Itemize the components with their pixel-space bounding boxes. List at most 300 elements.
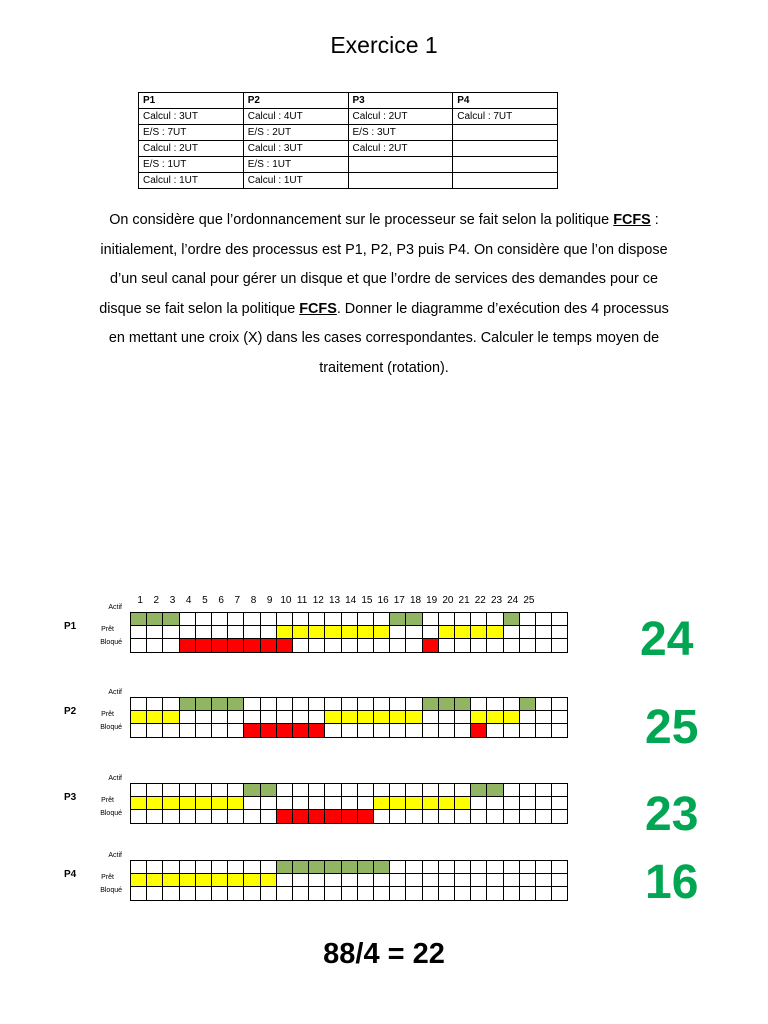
schedule-cell-pret[interactable] [535, 625, 552, 639]
schedule-cell-actif[interactable] [535, 612, 552, 626]
schedule-cell-pret[interactable] [162, 796, 179, 810]
schedule-cell-pret[interactable] [341, 710, 358, 724]
schedule-cell-bloque[interactable] [454, 809, 471, 823]
schedule-cell-actif[interactable] [470, 697, 487, 711]
schedule-cell-pret[interactable] [373, 710, 390, 724]
schedule-cell-bloque[interactable] [195, 638, 212, 652]
schedule-cell-actif[interactable] [405, 697, 422, 711]
schedule-cell-actif[interactable] [422, 697, 439, 711]
schedule-cell-pret[interactable] [211, 625, 228, 639]
schedule-cell-actif[interactable] [179, 612, 196, 626]
schedule-cell-actif[interactable] [179, 783, 196, 797]
schedule-cell-bloque[interactable] [260, 723, 277, 737]
schedule-cell-pret[interactable] [389, 796, 406, 810]
schedule-cell-actif[interactable] [308, 860, 325, 874]
schedule-cell-bloque[interactable] [503, 723, 520, 737]
schedule-cell-actif[interactable] [503, 783, 520, 797]
schedule-cell-bloque[interactable] [211, 886, 228, 900]
schedule-cell-actif[interactable] [405, 783, 422, 797]
schedule-cell-bloque[interactable] [486, 723, 503, 737]
schedule-cell-pret[interactable] [162, 873, 179, 887]
schedule-cell-bloque[interactable] [405, 809, 422, 823]
schedule-cell-pret[interactable] [324, 796, 341, 810]
schedule-cell-actif[interactable] [260, 697, 277, 711]
schedule-cell-actif[interactable] [227, 697, 244, 711]
schedule-cell-actif[interactable] [211, 697, 228, 711]
schedule-cell-actif[interactable] [243, 783, 260, 797]
schedule-cell-pret[interactable] [179, 796, 196, 810]
schedule-cell-actif[interactable] [211, 783, 228, 797]
schedule-cell-pret[interactable] [227, 625, 244, 639]
schedule-cell-actif[interactable] [341, 783, 358, 797]
schedule-cell-actif[interactable] [438, 783, 455, 797]
schedule-cell-pret[interactable] [227, 873, 244, 887]
schedule-cell-pret[interactable] [292, 873, 309, 887]
schedule-cell-actif[interactable] [276, 697, 293, 711]
schedule-cell-bloque[interactable] [308, 886, 325, 900]
schedule-cell-pret[interactable] [551, 625, 568, 639]
schedule-cell-bloque[interactable] [276, 723, 293, 737]
schedule-cell-actif[interactable] [162, 783, 179, 797]
schedule-cell-pret[interactable] [130, 710, 147, 724]
schedule-cell-pret[interactable] [405, 873, 422, 887]
schedule-cell-actif[interactable] [146, 612, 163, 626]
schedule-cell-pret[interactable] [389, 873, 406, 887]
schedule-cell-bloque[interactable] [146, 723, 163, 737]
schedule-cell-pret[interactable] [146, 873, 163, 887]
schedule-cell-bloque[interactable] [405, 886, 422, 900]
schedule-cell-bloque[interactable] [162, 638, 179, 652]
schedule-cell-bloque[interactable] [227, 638, 244, 652]
schedule-cell-bloque[interactable] [179, 638, 196, 652]
schedule-cell-bloque[interactable] [324, 723, 341, 737]
schedule-cell-actif[interactable] [535, 860, 552, 874]
schedule-cell-actif[interactable] [551, 612, 568, 626]
schedule-cell-actif[interactable] [389, 612, 406, 626]
schedule-cell-pret[interactable] [195, 710, 212, 724]
schedule-cell-bloque[interactable] [535, 723, 552, 737]
schedule-cell-bloque[interactable] [389, 886, 406, 900]
schedule-cell-actif[interactable] [243, 860, 260, 874]
schedule-cell-bloque[interactable] [357, 638, 374, 652]
schedule-cell-pret[interactable] [324, 710, 341, 724]
schedule-cell-bloque[interactable] [389, 809, 406, 823]
schedule-cell-bloque[interactable] [470, 886, 487, 900]
schedule-cell-pret[interactable] [486, 796, 503, 810]
schedule-cell-bloque[interactable] [405, 723, 422, 737]
schedule-cell-actif[interactable] [503, 697, 520, 711]
schedule-cell-bloque[interactable] [308, 638, 325, 652]
schedule-cell-actif[interactable] [260, 612, 277, 626]
schedule-cell-bloque[interactable] [470, 638, 487, 652]
schedule-cell-bloque[interactable] [470, 723, 487, 737]
schedule-cell-pret[interactable] [470, 710, 487, 724]
schedule-cell-pret[interactable] [195, 873, 212, 887]
schedule-cell-pret[interactable] [162, 710, 179, 724]
schedule-cell-actif[interactable] [470, 783, 487, 797]
schedule-cell-actif[interactable] [308, 783, 325, 797]
schedule-cell-pret[interactable] [438, 796, 455, 810]
schedule-cell-actif[interactable] [292, 612, 309, 626]
schedule-cell-actif[interactable] [211, 612, 228, 626]
schedule-cell-actif[interactable] [519, 783, 536, 797]
schedule-cell-bloque[interactable] [146, 886, 163, 900]
schedule-cell-pret[interactable] [179, 710, 196, 724]
schedule-cell-bloque[interactable] [373, 809, 390, 823]
schedule-cell-pret[interactable] [130, 796, 147, 810]
schedule-cell-bloque[interactable] [454, 886, 471, 900]
schedule-cell-pret[interactable] [308, 796, 325, 810]
schedule-cell-actif[interactable] [179, 860, 196, 874]
schedule-cell-bloque[interactable] [195, 809, 212, 823]
schedule-cell-pret[interactable] [179, 625, 196, 639]
schedule-cell-pret[interactable] [292, 625, 309, 639]
schedule-cell-actif[interactable] [146, 783, 163, 797]
schedule-cell-bloque[interactable] [357, 886, 374, 900]
schedule-cell-actif[interactable] [195, 697, 212, 711]
schedule-cell-bloque[interactable] [130, 886, 147, 900]
schedule-cell-bloque[interactable] [324, 809, 341, 823]
schedule-cell-bloque[interactable] [130, 638, 147, 652]
schedule-cell-pret[interactable] [227, 796, 244, 810]
schedule-cell-bloque[interactable] [519, 723, 536, 737]
schedule-cell-actif[interactable] [519, 697, 536, 711]
schedule-cell-bloque[interactable] [243, 638, 260, 652]
schedule-cell-pret[interactable] [276, 625, 293, 639]
schedule-cell-bloque[interactable] [470, 809, 487, 823]
schedule-cell-actif[interactable] [422, 612, 439, 626]
schedule-cell-actif[interactable] [162, 612, 179, 626]
schedule-cell-pret[interactable] [341, 873, 358, 887]
schedule-cell-pret[interactable] [503, 873, 520, 887]
schedule-cell-bloque[interactable] [373, 638, 390, 652]
schedule-cell-pret[interactable] [357, 625, 374, 639]
schedule-cell-bloque[interactable] [551, 723, 568, 737]
schedule-cell-actif[interactable] [486, 783, 503, 797]
schedule-cell-actif[interactable] [503, 612, 520, 626]
schedule-cell-pret[interactable] [551, 873, 568, 887]
schedule-cell-actif[interactable] [454, 697, 471, 711]
schedule-cell-pret[interactable] [422, 710, 439, 724]
schedule-cell-actif[interactable] [227, 612, 244, 626]
schedule-cell-actif[interactable] [389, 697, 406, 711]
schedule-cell-pret[interactable] [260, 796, 277, 810]
schedule-cell-bloque[interactable] [243, 809, 260, 823]
schedule-cell-pret[interactable] [211, 796, 228, 810]
schedule-cell-bloque[interactable] [373, 723, 390, 737]
schedule-cell-bloque[interactable] [276, 809, 293, 823]
schedule-cell-bloque[interactable] [292, 809, 309, 823]
schedule-cell-bloque[interactable] [373, 886, 390, 900]
schedule-cell-actif[interactable] [260, 860, 277, 874]
schedule-cell-bloque[interactable] [551, 638, 568, 652]
schedule-cell-bloque[interactable] [243, 886, 260, 900]
schedule-cell-bloque[interactable] [454, 723, 471, 737]
schedule-cell-pret[interactable] [211, 873, 228, 887]
schedule-cell-actif[interactable] [276, 612, 293, 626]
schedule-cell-pret[interactable] [454, 625, 471, 639]
schedule-cell-actif[interactable] [292, 697, 309, 711]
schedule-cell-bloque[interactable] [260, 638, 277, 652]
schedule-cell-pret[interactable] [243, 625, 260, 639]
schedule-cell-pret[interactable] [535, 796, 552, 810]
schedule-cell-actif[interactable] [357, 697, 374, 711]
schedule-cell-bloque[interactable] [486, 809, 503, 823]
schedule-cell-bloque[interactable] [519, 638, 536, 652]
schedule-cell-bloque[interactable] [405, 638, 422, 652]
schedule-cell-bloque[interactable] [389, 723, 406, 737]
schedule-cell-bloque[interactable] [503, 809, 520, 823]
schedule-cell-bloque[interactable] [535, 809, 552, 823]
schedule-cell-pret[interactable] [470, 873, 487, 887]
schedule-cell-actif[interactable] [503, 860, 520, 874]
schedule-cell-pret[interactable] [243, 873, 260, 887]
schedule-cell-actif[interactable] [373, 783, 390, 797]
schedule-cell-actif[interactable] [324, 860, 341, 874]
schedule-cell-actif[interactable] [292, 860, 309, 874]
schedule-cell-bloque[interactable] [260, 886, 277, 900]
schedule-cell-actif[interactable] [130, 860, 147, 874]
schedule-cell-actif[interactable] [308, 697, 325, 711]
schedule-cell-bloque[interactable] [211, 723, 228, 737]
schedule-cell-pret[interactable] [422, 873, 439, 887]
schedule-cell-pret[interactable] [341, 796, 358, 810]
schedule-cell-bloque[interactable] [227, 886, 244, 900]
schedule-cell-bloque[interactable] [438, 886, 455, 900]
schedule-cell-actif[interactable] [551, 860, 568, 874]
schedule-cell-pret[interactable] [405, 796, 422, 810]
schedule-cell-actif[interactable] [243, 612, 260, 626]
schedule-cell-pret[interactable] [211, 710, 228, 724]
schedule-cell-actif[interactable] [470, 860, 487, 874]
schedule-cell-actif[interactable] [470, 612, 487, 626]
schedule-cell-actif[interactable] [243, 697, 260, 711]
schedule-cell-bloque[interactable] [438, 638, 455, 652]
schedule-cell-actif[interactable] [438, 612, 455, 626]
schedule-cell-actif[interactable] [389, 783, 406, 797]
schedule-cell-bloque[interactable] [276, 886, 293, 900]
schedule-cell-bloque[interactable] [422, 723, 439, 737]
schedule-cell-pret[interactable] [130, 873, 147, 887]
schedule-cell-bloque[interactable] [227, 809, 244, 823]
schedule-cell-actif[interactable] [438, 697, 455, 711]
schedule-cell-pret[interactable] [503, 796, 520, 810]
schedule-cell-bloque[interactable] [146, 638, 163, 652]
schedule-cell-pret[interactable] [146, 796, 163, 810]
schedule-cell-bloque[interactable] [130, 723, 147, 737]
schedule-cell-pret[interactable] [195, 796, 212, 810]
schedule-cell-actif[interactable] [535, 697, 552, 711]
schedule-cell-bloque[interactable] [179, 809, 196, 823]
schedule-cell-bloque[interactable] [454, 638, 471, 652]
schedule-cell-actif[interactable] [324, 612, 341, 626]
schedule-cell-actif[interactable] [162, 697, 179, 711]
schedule-cell-actif[interactable] [454, 783, 471, 797]
schedule-cell-bloque[interactable] [324, 638, 341, 652]
schedule-cell-bloque[interactable] [292, 886, 309, 900]
schedule-cell-actif[interactable] [486, 860, 503, 874]
schedule-cell-pret[interactable] [146, 710, 163, 724]
schedule-cell-pret[interactable] [535, 710, 552, 724]
schedule-cell-actif[interactable] [341, 860, 358, 874]
schedule-cell-actif[interactable] [179, 697, 196, 711]
schedule-cell-pret[interactable] [519, 873, 536, 887]
schedule-cell-bloque[interactable] [162, 809, 179, 823]
schedule-cell-pret[interactable] [503, 710, 520, 724]
schedule-cell-actif[interactable] [357, 783, 374, 797]
schedule-cell-actif[interactable] [438, 860, 455, 874]
schedule-cell-pret[interactable] [422, 625, 439, 639]
schedule-cell-pret[interactable] [276, 873, 293, 887]
schedule-cell-actif[interactable] [519, 612, 536, 626]
schedule-cell-bloque[interactable] [535, 886, 552, 900]
schedule-cell-bloque[interactable] [308, 723, 325, 737]
schedule-cell-pret[interactable] [308, 710, 325, 724]
schedule-cell-actif[interactable] [260, 783, 277, 797]
schedule-cell-bloque[interactable] [551, 886, 568, 900]
schedule-cell-pret[interactable] [486, 873, 503, 887]
schedule-cell-actif[interactable] [341, 697, 358, 711]
schedule-cell-pret[interactable] [519, 796, 536, 810]
schedule-cell-actif[interactable] [292, 783, 309, 797]
schedule-cell-pret[interactable] [260, 625, 277, 639]
schedule-cell-actif[interactable] [162, 860, 179, 874]
schedule-cell-actif[interactable] [146, 697, 163, 711]
schedule-cell-bloque[interactable] [341, 809, 358, 823]
schedule-cell-actif[interactable] [486, 612, 503, 626]
schedule-cell-pret[interactable] [292, 796, 309, 810]
schedule-cell-bloque[interactable] [276, 638, 293, 652]
schedule-cell-bloque[interactable] [195, 723, 212, 737]
schedule-cell-pret[interactable] [292, 710, 309, 724]
schedule-cell-pret[interactable] [503, 625, 520, 639]
schedule-cell-pret[interactable] [227, 710, 244, 724]
schedule-cell-bloque[interactable] [503, 886, 520, 900]
schedule-cell-bloque[interactable] [211, 809, 228, 823]
schedule-cell-pret[interactable] [324, 625, 341, 639]
schedule-cell-actif[interactable] [389, 860, 406, 874]
schedule-cell-pret[interactable] [519, 710, 536, 724]
schedule-cell-bloque[interactable] [146, 809, 163, 823]
schedule-cell-pret[interactable] [243, 710, 260, 724]
schedule-cell-actif[interactable] [324, 783, 341, 797]
schedule-cell-bloque[interactable] [243, 723, 260, 737]
schedule-cell-pret[interactable] [519, 625, 536, 639]
schedule-cell-bloque[interactable] [341, 886, 358, 900]
schedule-cell-actif[interactable] [551, 783, 568, 797]
schedule-cell-pret[interactable] [308, 873, 325, 887]
schedule-cell-bloque[interactable] [503, 638, 520, 652]
schedule-cell-pret[interactable] [454, 710, 471, 724]
schedule-cell-actif[interactable] [130, 612, 147, 626]
schedule-cell-pret[interactable] [324, 873, 341, 887]
schedule-cell-bloque[interactable] [535, 638, 552, 652]
schedule-cell-pret[interactable] [470, 625, 487, 639]
schedule-cell-pret[interactable] [454, 796, 471, 810]
schedule-cell-pret[interactable] [357, 710, 374, 724]
schedule-cell-actif[interactable] [227, 860, 244, 874]
schedule-cell-bloque[interactable] [438, 809, 455, 823]
schedule-cell-bloque[interactable] [162, 886, 179, 900]
schedule-cell-actif[interactable] [195, 612, 212, 626]
schedule-cell-pret[interactable] [551, 796, 568, 810]
schedule-cell-actif[interactable] [405, 860, 422, 874]
schedule-cell-actif[interactable] [373, 697, 390, 711]
schedule-cell-bloque[interactable] [422, 886, 439, 900]
schedule-cell-bloque[interactable] [179, 723, 196, 737]
schedule-cell-bloque[interactable] [341, 638, 358, 652]
schedule-cell-bloque[interactable] [130, 809, 147, 823]
schedule-cell-actif[interactable] [373, 612, 390, 626]
schedule-cell-pret[interactable] [438, 873, 455, 887]
schedule-cell-actif[interactable] [276, 783, 293, 797]
schedule-cell-bloque[interactable] [260, 809, 277, 823]
schedule-cell-bloque[interactable] [227, 723, 244, 737]
schedule-cell-bloque[interactable] [486, 886, 503, 900]
schedule-cell-pret[interactable] [373, 796, 390, 810]
schedule-cell-pret[interactable] [373, 873, 390, 887]
schedule-cell-pret[interactable] [162, 625, 179, 639]
schedule-cell-actif[interactable] [130, 783, 147, 797]
schedule-cell-pret[interactable] [422, 796, 439, 810]
schedule-cell-actif[interactable] [551, 697, 568, 711]
schedule-cell-actif[interactable] [227, 783, 244, 797]
schedule-cell-bloque[interactable] [438, 723, 455, 737]
schedule-cell-pret[interactable] [486, 710, 503, 724]
schedule-cell-actif[interactable] [308, 612, 325, 626]
schedule-cell-pret[interactable] [260, 873, 277, 887]
schedule-cell-pret[interactable] [405, 710, 422, 724]
schedule-cell-bloque[interactable] [551, 809, 568, 823]
schedule-cell-actif[interactable] [422, 860, 439, 874]
schedule-cell-bloque[interactable] [422, 809, 439, 823]
schedule-cell-actif[interactable] [535, 783, 552, 797]
schedule-cell-pret[interactable] [357, 796, 374, 810]
schedule-cell-bloque[interactable] [389, 638, 406, 652]
schedule-cell-actif[interactable] [195, 783, 212, 797]
schedule-cell-bloque[interactable] [519, 886, 536, 900]
schedule-cell-pret[interactable] [276, 796, 293, 810]
schedule-cell-actif[interactable] [146, 860, 163, 874]
schedule-cell-pret[interactable] [535, 873, 552, 887]
schedule-cell-actif[interactable] [454, 612, 471, 626]
schedule-cell-actif[interactable] [373, 860, 390, 874]
schedule-cell-actif[interactable] [211, 860, 228, 874]
schedule-cell-pret[interactable] [130, 625, 147, 639]
schedule-cell-pret[interactable] [470, 796, 487, 810]
schedule-cell-actif[interactable] [422, 783, 439, 797]
schedule-cell-pret[interactable] [389, 625, 406, 639]
schedule-cell-pret[interactable] [243, 796, 260, 810]
schedule-cell-bloque[interactable] [486, 638, 503, 652]
schedule-cell-pret[interactable] [551, 710, 568, 724]
schedule-cell-pret[interactable] [308, 625, 325, 639]
schedule-cell-bloque[interactable] [162, 723, 179, 737]
schedule-cell-actif[interactable] [324, 697, 341, 711]
schedule-cell-bloque[interactable] [422, 638, 439, 652]
schedule-cell-actif[interactable] [130, 697, 147, 711]
schedule-cell-actif[interactable] [454, 860, 471, 874]
schedule-cell-bloque[interactable] [195, 886, 212, 900]
schedule-cell-bloque[interactable] [292, 638, 309, 652]
schedule-cell-bloque[interactable] [519, 809, 536, 823]
schedule-cell-pret[interactable] [195, 625, 212, 639]
schedule-cell-bloque[interactable] [179, 886, 196, 900]
schedule-cell-bloque[interactable] [324, 886, 341, 900]
schedule-cell-pret[interactable] [341, 625, 358, 639]
schedule-cell-pret[interactable] [486, 625, 503, 639]
schedule-cell-pret[interactable] [389, 710, 406, 724]
